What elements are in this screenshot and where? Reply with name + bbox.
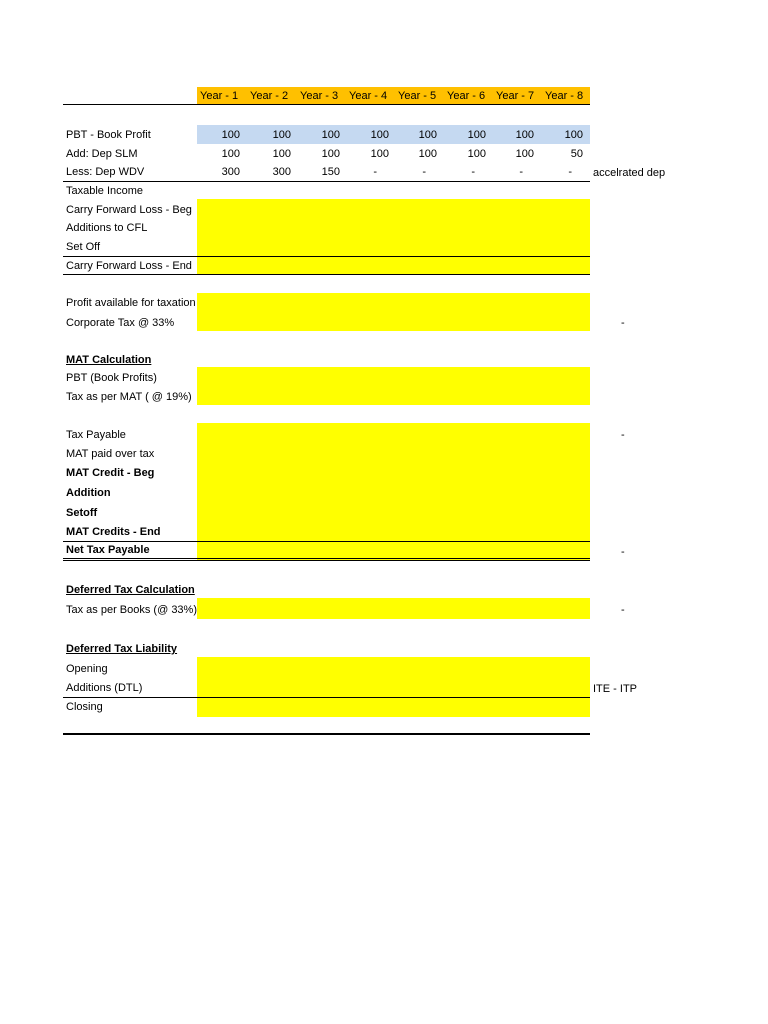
pbt-value-3[interactable]: 100: [321, 129, 340, 141]
pbt-value-7[interactable]: 100: [515, 129, 534, 141]
dep-wdv-value-3[interactable]: 150: [321, 166, 340, 178]
year-header-4[interactable]: Year - 4: [349, 90, 388, 102]
additions-dtl-underline: [63, 697, 590, 698]
mat-paid-label[interactable]: MAT paid over tax: [66, 448, 155, 460]
tax-books-label[interactable]: Tax as per Books (@ 33%): [66, 604, 197, 616]
dep-wdv-value-6[interactable]: -: [471, 166, 475, 178]
mat-credits-end-label[interactable]: MAT Credits - End: [66, 526, 161, 538]
dep-slm-value-5[interactable]: 100: [418, 148, 437, 160]
mat-credit-beg-label[interactable]: MAT Credit - Beg: [66, 467, 155, 479]
dep-slm-value-1[interactable]: 100: [221, 148, 240, 160]
dep-wdv-value-7[interactable]: -: [519, 166, 523, 178]
tax-payable-input-block[interactable]: [197, 423, 590, 560]
pbt-value-2[interactable]: 100: [272, 129, 291, 141]
dep-slm-value-8[interactable]: 50: [570, 148, 583, 160]
dep-slm-value-4[interactable]: 100: [370, 148, 389, 160]
dep-wdv-value-5[interactable]: -: [422, 166, 426, 178]
pbt-book-label[interactable]: PBT (Book Profits): [66, 372, 157, 384]
pbt-value-1[interactable]: 100: [221, 129, 240, 141]
year-header-6[interactable]: Year - 6: [447, 90, 486, 102]
dep-wdv-note[interactable]: accelrated dep: [593, 167, 666, 179]
taxable-income-label[interactable]: Taxable Income: [66, 185, 144, 197]
tax-books-input-block[interactable]: [197, 598, 590, 619]
cfl-end-label[interactable]: Carry Forward Loss - End: [66, 260, 192, 272]
tax-payable-side[interactable]: -: [621, 429, 625, 441]
dep-slm-value-7[interactable]: 100: [515, 148, 534, 160]
year-header-2[interactable]: Year - 2: [250, 90, 289, 102]
table-bottom-border: [63, 733, 590, 735]
net-tax-side[interactable]: -: [621, 546, 625, 558]
dep-wdv-label[interactable]: Less: Dep WDV: [66, 166, 145, 178]
net-tax-double-underline: [63, 558, 590, 561]
dep-slm-value-2[interactable]: 100: [272, 148, 291, 160]
tax-mat-label[interactable]: Tax as per MAT ( @ 19%): [66, 391, 192, 403]
mat-calculation-heading: MAT Calculation: [66, 354, 152, 366]
pbt-value-6[interactable]: 100: [467, 129, 486, 141]
set-off-underline: [63, 256, 590, 257]
pbt-value-8[interactable]: 100: [564, 129, 583, 141]
pbt-value-4[interactable]: 100: [370, 129, 389, 141]
year-header-8[interactable]: Year - 8: [545, 90, 584, 102]
cfl-beg-label[interactable]: Carry Forward Loss - Beg: [66, 204, 192, 216]
additions-cfl-label[interactable]: Additions to CFL: [66, 222, 148, 234]
year-header-1[interactable]: Year - 1: [200, 90, 239, 102]
dep-wdv-underline: [63, 181, 590, 182]
corporate-tax-side[interactable]: -: [621, 317, 625, 329]
corporate-tax-label[interactable]: Corporate Tax @ 33%: [66, 317, 175, 329]
dep-wdv-value-8[interactable]: -: [568, 166, 572, 178]
cfl-end-underline: [63, 274, 590, 275]
cfl-input-block[interactable]: [197, 199, 590, 275]
addition-label[interactable]: Addition: [66, 487, 111, 499]
dep-wdv-value-2[interactable]: 300: [272, 166, 291, 178]
dtl-input-block[interactable]: [197, 657, 590, 717]
tax-payable-label[interactable]: Tax Payable: [66, 429, 126, 441]
dtl-heading: Deferred Tax Liability: [66, 643, 178, 655]
year-header-3[interactable]: Year - 3: [300, 90, 339, 102]
tax-books-side[interactable]: -: [621, 604, 625, 616]
dep-wdv-value-4[interactable]: -: [373, 166, 377, 178]
profit-available-label[interactable]: Profit available for taxation: [66, 297, 196, 309]
dep-slm-value-6[interactable]: 100: [467, 148, 486, 160]
setoff-label[interactable]: Setoff: [66, 507, 98, 519]
mat-credits-underline: [63, 541, 590, 542]
additions-dtl-side[interactable]: ITE - ITP: [593, 683, 637, 695]
net-tax-payable-label[interactable]: Net Tax Payable: [66, 544, 150, 556]
header-underline: [63, 104, 590, 105]
corp-tax-input-block[interactable]: [197, 293, 590, 331]
year-header-5[interactable]: Year - 5: [398, 90, 437, 102]
year-header-7[interactable]: Year - 7: [496, 90, 535, 102]
set-off-label[interactable]: Set Off: [66, 241, 101, 253]
deferred-tax-calc-heading: Deferred Tax Calculation: [66, 584, 195, 596]
dep-slm-label[interactable]: Add: Dep SLM: [66, 148, 138, 160]
mat-input-block[interactable]: [197, 367, 590, 405]
dep-wdv-value-1[interactable]: 300: [221, 166, 240, 178]
opening-label[interactable]: Opening: [66, 663, 108, 675]
additions-dtl-label[interactable]: Additions (DTL): [66, 682, 143, 694]
pbt-value-5[interactable]: 100: [418, 129, 437, 141]
pbt-label[interactable]: PBT - Book Profit: [66, 129, 151, 141]
dep-slm-value-3[interactable]: 100: [321, 148, 340, 160]
closing-label[interactable]: Closing: [66, 701, 103, 713]
